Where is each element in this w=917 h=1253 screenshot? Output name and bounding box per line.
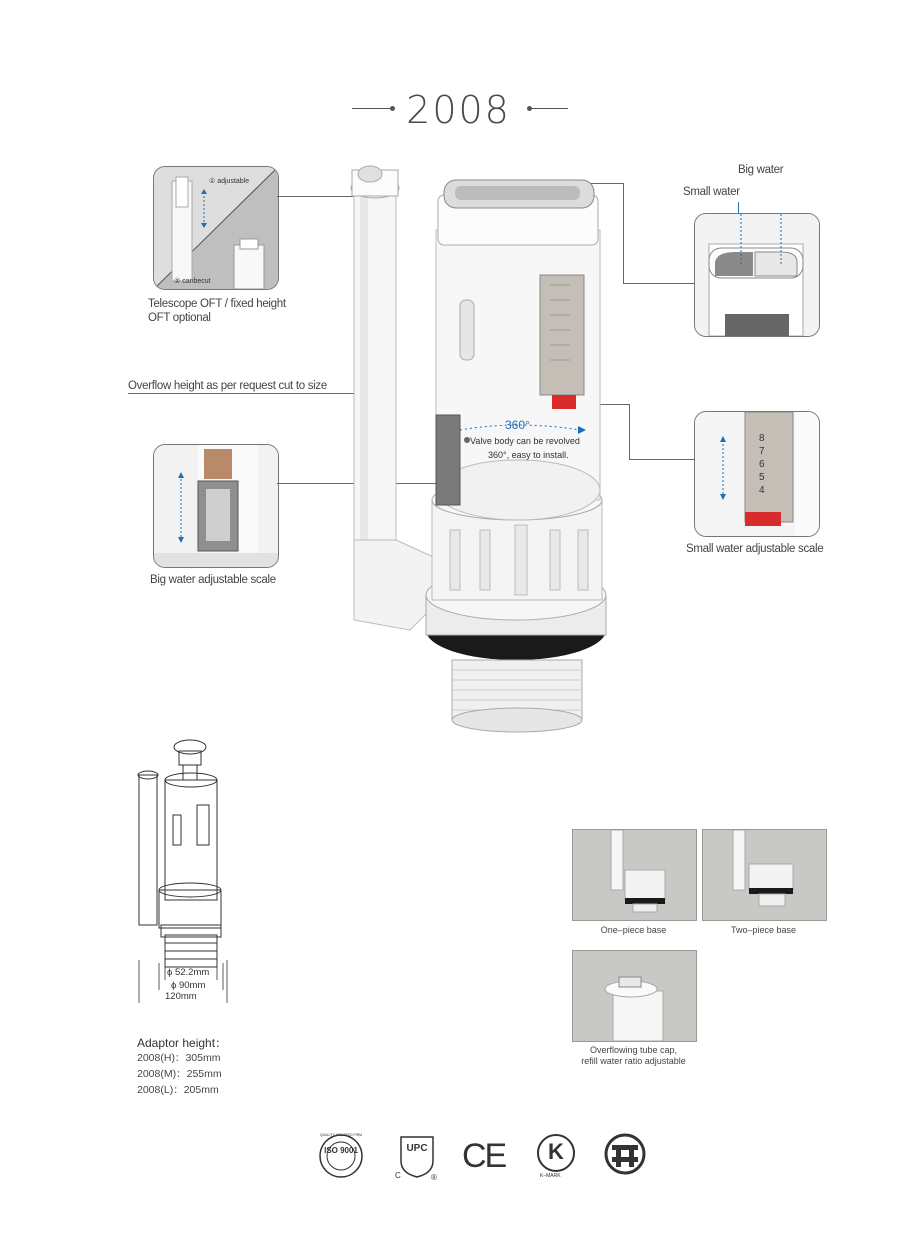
technical-drawing [135,735,235,1005]
small-water-label: Small water [683,186,740,198]
telescope-thumbnail [153,166,279,290]
overflow-cap-caption-line1: Overflowing tube cap, [589,1045,678,1055]
canbecut-label: ② canbecut [174,278,211,285]
small-water-scale-thumbnail [694,411,820,537]
small-water-scale-caption: Small water adjustable scale [686,543,824,555]
rotation-angle-label: 360° [505,418,530,432]
jis-mark-icon [604,1133,646,1175]
scale-number: 8 [759,433,765,444]
k-mark-label: K–MARK [540,1173,561,1179]
big-water-scale-illustration [154,445,278,567]
one-piece-base-caption: One–piece base [600,925,667,935]
overflow-cap-photo [572,950,697,1042]
adaptor-model: 2008(L)： [137,1084,184,1096]
page-title: 2008 [406,88,511,132]
upc-r-label: ® [431,1173,437,1182]
adaptor-row-l [137,1082,219,1097]
scale-number: 5 [759,472,765,483]
two-piece-base-caption: Two–piece base [730,925,797,935]
one-piece-base-photo [572,829,697,921]
big-water-label: Big water [738,164,784,176]
dimension-inner: ϕ 52.2mm [167,967,210,978]
flush-valve-illustration [340,160,630,740]
adjustable-label: ① adjustable [209,178,250,185]
scale-number: 7 [759,446,765,457]
valve-rotate-line2: 360°, easy to install. [488,450,569,460]
ce-mark-icon: CE [462,1137,506,1175]
two-piece-base-photo [702,829,827,921]
upc-label: UPC [406,1143,428,1154]
adaptor-heading: Adaptor height： [137,1036,228,1050]
adaptor-row-m [137,1066,222,1081]
upc-c-label: C [395,1171,401,1180]
adaptor-value: 205mm [183,1084,219,1096]
upc-icon [395,1133,441,1183]
iso-ring-label: QUALITY ASSURED FIRM [319,1133,363,1137]
overflow-height-caption: Overflow height as per request cut to size [128,380,327,392]
adaptor-row-h [137,1050,220,1065]
small-water-scale-illustration [695,412,819,536]
scale-number: 4 [759,485,765,496]
big-water-scale-caption: Big water adjustable scale [150,574,276,586]
k-mark-icon [536,1133,582,1183]
telescope-caption-line2: OFT optional [148,312,211,324]
telescope-caption-line1: Telescope OFT / fixed height [148,298,286,310]
flush-button-illustration [695,214,819,336]
big-water-scale-thumbnail [153,444,279,568]
adaptor-value: 255mm [186,1068,222,1080]
adaptor-model: 2008(M)： [137,1068,187,1080]
dimension-outer: 120mm [165,991,197,1002]
dimension-middle: ϕ 90mm [171,980,206,991]
k-mark-letter: K [548,1139,564,1164]
overflow-cap-caption-line2: refill water ratio adjustable [581,1056,686,1066]
telescope-illustration [154,167,278,289]
iso-9001-icon [318,1133,364,1179]
adaptor-value: 305mm [185,1052,221,1064]
scale-number: 6 [759,459,765,470]
flush-button-thumbnail [694,213,820,337]
adaptor-model: 2008(H)： [137,1052,186,1064]
iso-label: ISO 9001 [324,1146,358,1155]
valve-rotate-line1: Valve body can be revolved [470,436,580,446]
